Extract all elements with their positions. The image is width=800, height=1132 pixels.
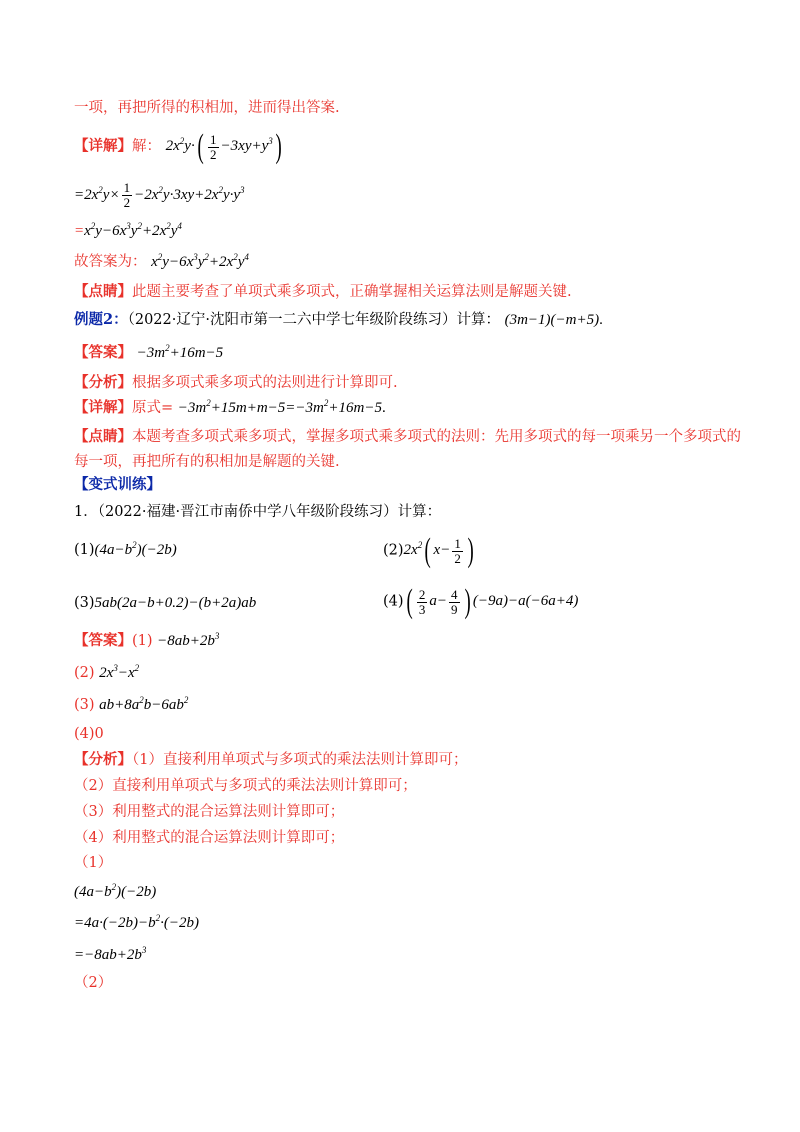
answer-tag: 【答案】	[74, 632, 132, 649]
math-expression: $2x^2$( x− $\frac{1}{2}$ )	[403, 532, 474, 569]
math-line: $=-8ab+2b^3$	[74, 945, 147, 963]
example-line	[74, 310, 603, 330]
step-label: （1）	[74, 855, 113, 871]
analysis-line	[74, 373, 398, 393]
answer-number: (1)	[132, 633, 153, 649]
example-text: （2022·辽宁·沈阳市第一二六中学七年级阶段练习）计算：	[127, 312, 500, 328]
exercise-line: 1．（2022·福建·晋江市南侨中学八年级阶段练习）计算：	[74, 504, 442, 520]
math-expression: $2x^3-x^2$	[99, 663, 140, 681]
analysis-text: （1）直接利用单项式与多项式的乘法法则计算即可；	[132, 752, 468, 768]
analysis-line: （2）直接利用单项式与多项式的乘法法则计算即可；	[74, 778, 417, 794]
comment-text: 此题主要考查了单项式乘多项式，正确掌握相关运算法则是解题关键.	[132, 284, 572, 300]
comment-line	[74, 427, 741, 447]
math-expression: 5ab(2a−b+0.2)−(b+2a)ab	[94, 595, 257, 611]
answer-line	[74, 343, 223, 363]
answer-number: (3)	[74, 697, 95, 713]
problem-number: (1)	[74, 542, 95, 558]
step-label: （2）	[74, 975, 113, 991]
math-expression: $ab+8a^2b-6ab^2$	[99, 695, 189, 713]
math-expression: $x^2y-6x^3y^2+2x^2y^4$	[151, 252, 249, 270]
math-line: $(4a-b^2)(-2b)$	[74, 882, 157, 900]
comment-line: 每一项，再把所有的积相加是解题的关键.	[74, 454, 340, 470]
analysis-tag: 【分析】	[74, 751, 132, 768]
comment-text: 本题考查多项式乘多项式，掌握多项式乘多项式的法则：先用多项式的每一项乘另一个多项式的	[132, 429, 741, 445]
detail-line	[74, 128, 284, 165]
section-heading: 【变式训练】	[74, 476, 161, 493]
analysis-line: （4）利用整式的混合运算法则计算即可；	[74, 830, 345, 846]
analysis-tag: 【分析】	[74, 374, 132, 391]
detail-tag: 【详解】	[74, 399, 132, 416]
detail-line	[74, 398, 386, 418]
math-line: $=x^2y-6x^3y^2+2x^2y^4$	[74, 221, 182, 239]
math-expression: $-8ab+2b^3$	[157, 631, 220, 649]
problem-4	[383, 583, 579, 620]
math-expression: $(4a-b^2)(-2b)$	[94, 540, 177, 558]
comment-tag: 【点睛】	[74, 428, 132, 445]
analysis-text: 根据多项式乘多项式的法则进行计算即可.	[132, 375, 398, 391]
comment-tag: 【点睛】	[74, 283, 132, 300]
math-expression: $-3m^2+16m-5$	[136, 343, 224, 361]
analysis-line: （3）利用整式的混合运算法则计算即可；	[74, 804, 345, 820]
answer-line	[74, 631, 219, 651]
math-expression: ( $\frac{2}{3}$ a− $\frac{4}{9}$ ) (−9a)−a(−6a+4)	[406, 583, 579, 620]
detail-text: 原式=	[132, 400, 174, 416]
comment-line	[74, 282, 572, 302]
math-line: $=2x^2y\times$ $\frac{1}{2}$ $-2x^2y\cdot 3xy+2x^2y\cdot y^3$	[74, 180, 245, 210]
detail-text: 解：	[132, 138, 161, 155]
analysis-line	[74, 750, 467, 770]
problem-3	[74, 593, 256, 613]
math-expression: $-3m^2+15m+m-5=-3m^2+16m-5$.	[177, 398, 386, 416]
problem-1	[74, 540, 177, 560]
math-expression: (3m−1)(−m+5).	[504, 312, 603, 328]
math-line: $=4a\cdot(-2b)-b^2\cdot(-2b)$	[74, 913, 199, 931]
problem-number: (4)	[383, 593, 404, 610]
answer-line	[74, 252, 249, 272]
example-label: 例题2：	[74, 311, 128, 328]
answer-number: (2)	[74, 665, 95, 681]
answer-line	[74, 663, 139, 683]
problem-number: (2)	[383, 542, 404, 559]
math-expression: $2x^2y\cdot$( $\frac{1}{2}$ $-3xy+y^3$)	[165, 128, 282, 165]
answer-line: (4)0	[74, 726, 104, 742]
text-line: 一项，再把所得的积相加，进而得出答案.	[74, 100, 340, 116]
detail-tag: 【详解】	[74, 137, 132, 155]
problem-2	[383, 532, 476, 569]
answer-line	[74, 695, 188, 715]
problem-number: (3)	[74, 595, 95, 611]
answer-tag: 【答案】	[74, 344, 132, 361]
answer-prefix: 故答案为：	[74, 254, 147, 270]
